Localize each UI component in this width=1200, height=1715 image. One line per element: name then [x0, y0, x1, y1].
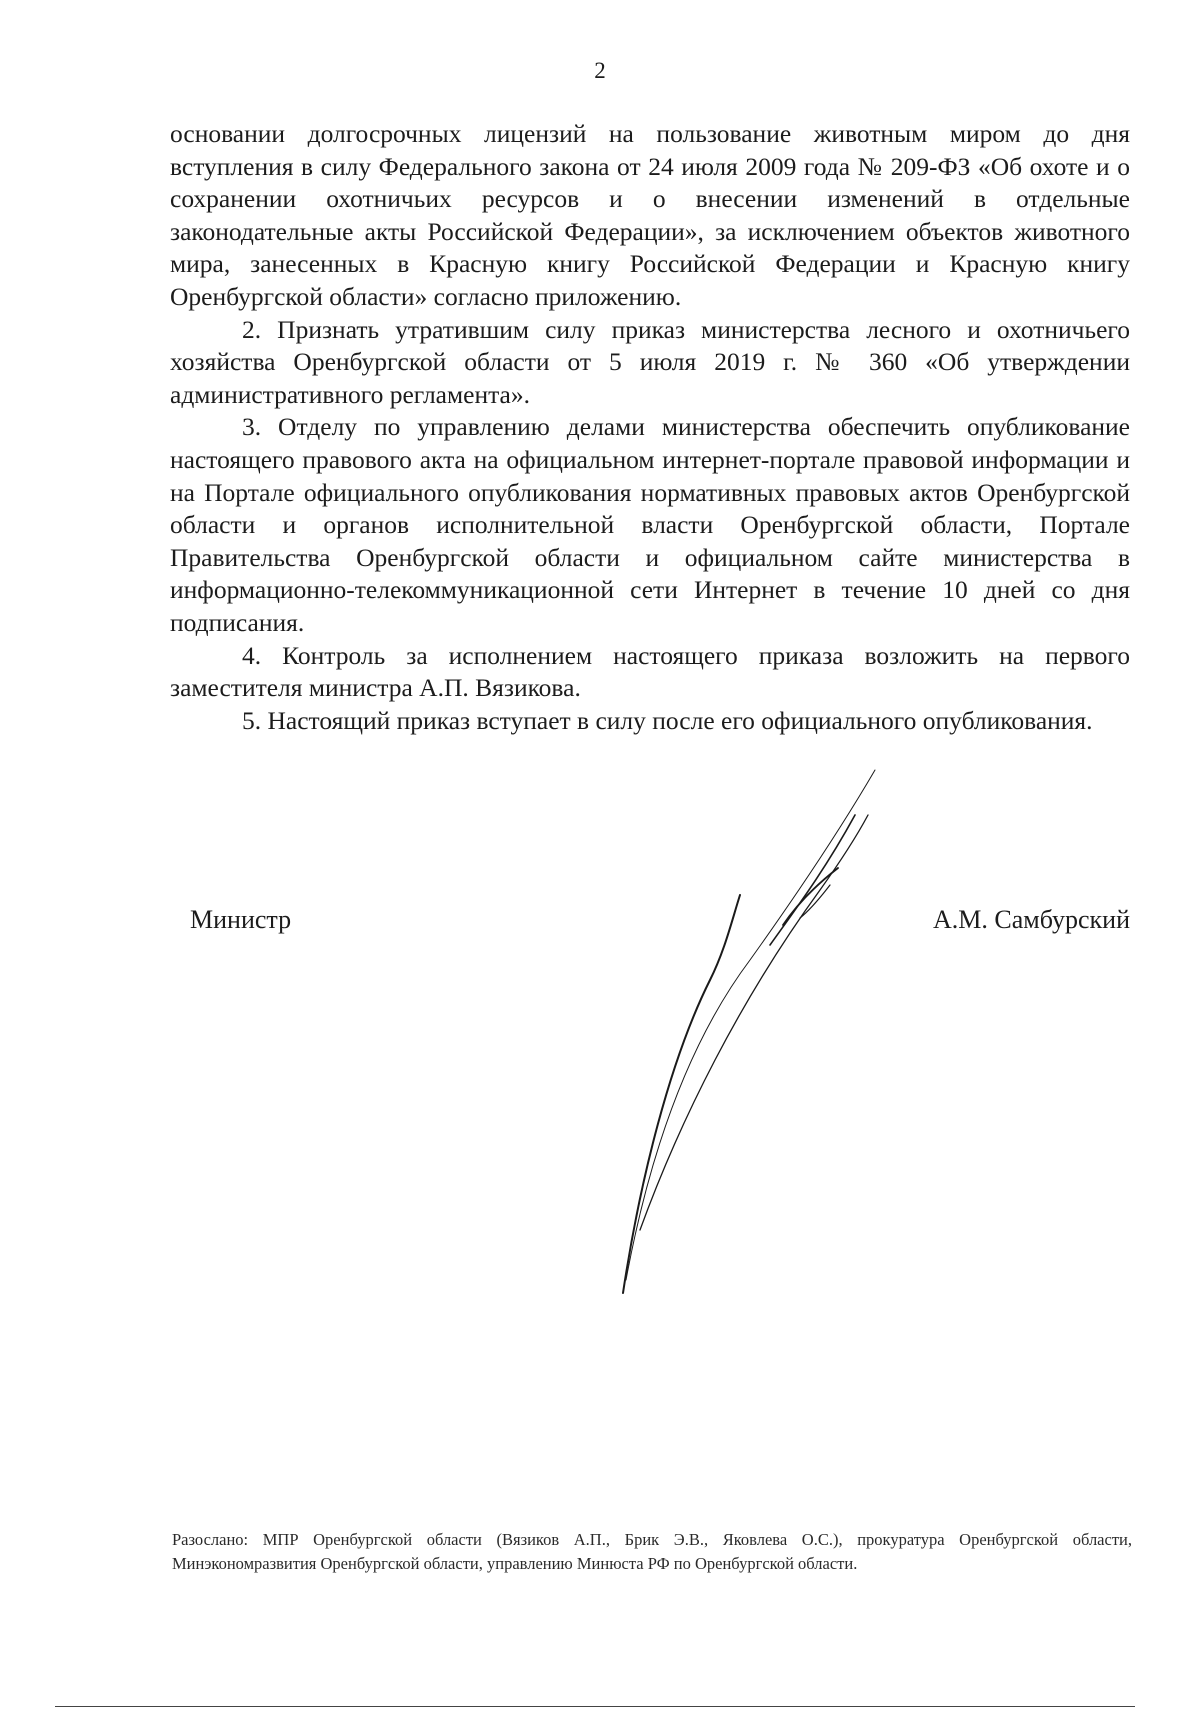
document-body: [170, 118, 1130, 737]
paragraph-item-2: 2. Признать утратившим силу приказ министерства лесного и охотничьего хозяйства Оренбургской области от 5 июля 2019 г. № 360 «Об утверждении административного регламента».: [170, 314, 1130, 409]
signer-position: Министр: [190, 905, 292, 934]
paragraph-item-4: 4. Контроль за исполнением настоящего приказа возложить на первого заместителя министра А.П. Вязикова.: [170, 640, 1130, 703]
page-number: 2: [594, 58, 606, 83]
signer-name: А.М. Самбурский: [933, 905, 1130, 934]
paragraph-continuation: основании долгосрочных лицензий на пользование животным миром до дня вступления в силу Федерального закона от 24 июля 2009 года № 209-ФЗ «Об охоте и о сохранении охотничьих ресурсов и о внесении изменений в отдельные законодательные акты Российской Федерации», за исключением объектов животного мира, занесенных в Красную книгу Российской Федерации и Красную книгу Оренбургской области» согласно приложению.: [170, 119, 1130, 311]
distribution-list: Разослано: МПР Оренбургской области (Вязиков А.П., Брик Э.В., Яковлева О.С.), прокуратура Оренбургской области, Минэкономразвития Оренбургской области, управлению Минюста РФ по Оренбургской области.: [172, 1530, 1132, 1573]
paragraph-item-3: 3. Отделу по управлению делами министерства обеспечить опубликование настоящего правового акта на официальном интернет-портале правовой информации и на Портале официального опубликования нормативных правовых актов Оренбургской области и органов исполнительной власти Оренбургской области, Портале Правительства Оренбургской области и официальном сайте министерства в информационно-телекоммуникационной сети Интернет в течение 10 дней со дня подписания.: [170, 412, 1130, 637]
paragraph-item-5: 5. Настоящий приказ вступает в силу после его официального опубликования.: [242, 705, 1093, 735]
footer-rule: [55, 1706, 1135, 1707]
handwritten-signature: [600, 760, 960, 1300]
